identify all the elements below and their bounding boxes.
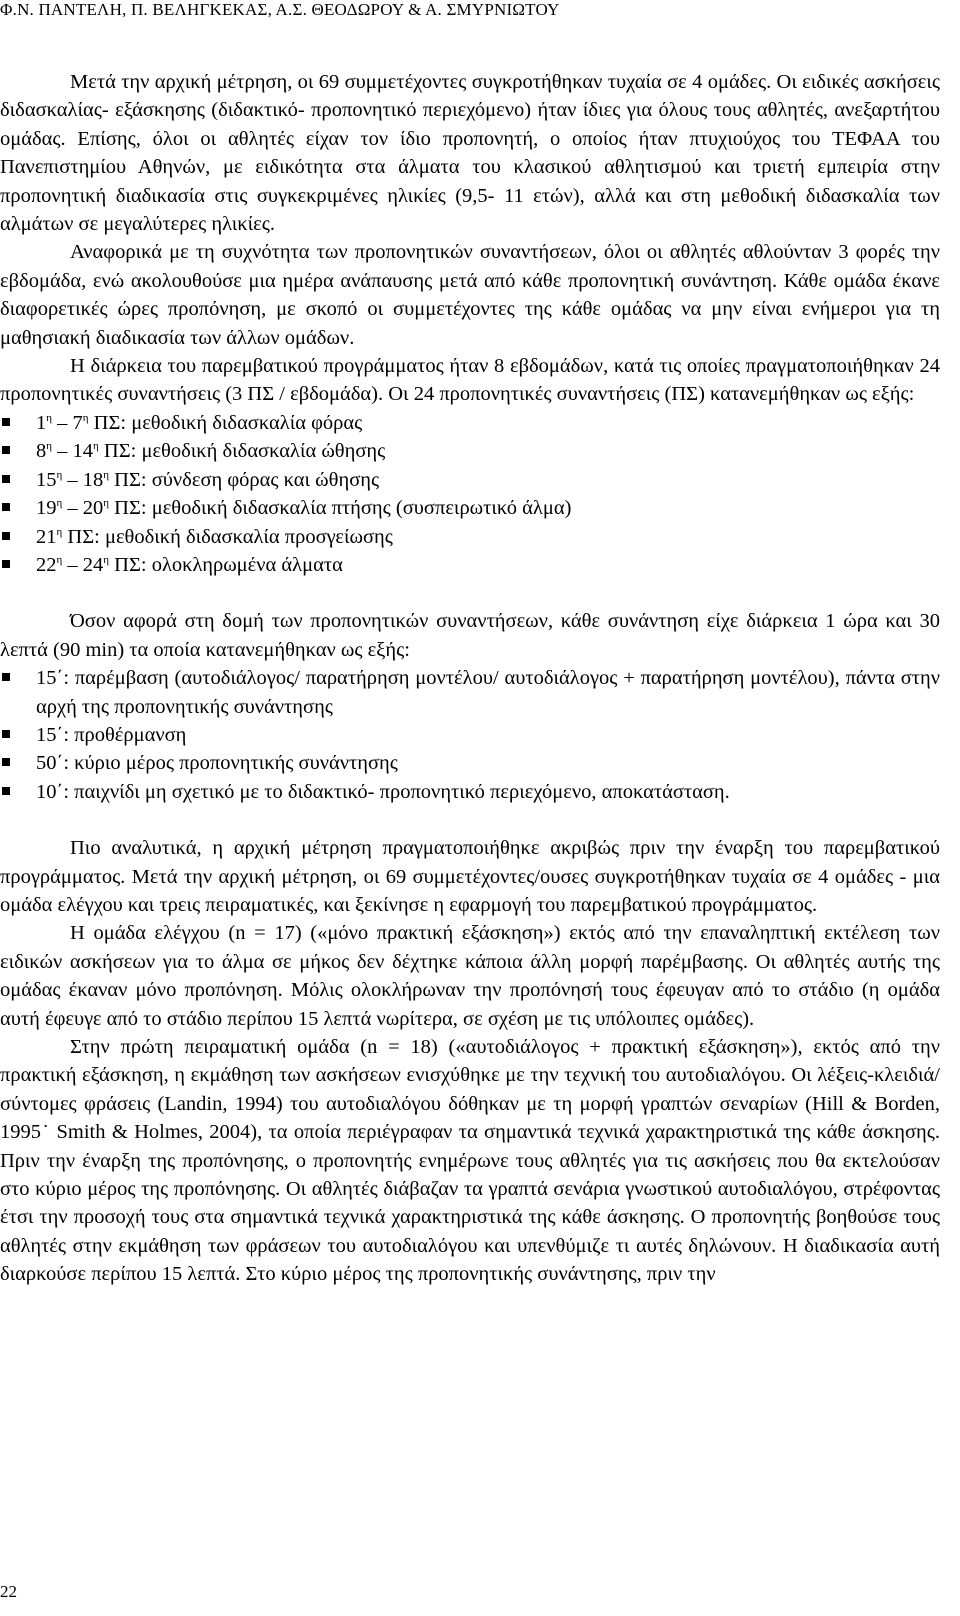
list-item: 15΄: παρέμβαση (αυτοδιάλογος/ παρατήρηση μοντέλου/ αυτοδιάλογος + παρατήρηση μοντέλου), πάντα στην αρχή της προπονητικής συνάντησης — [0, 664, 940, 721]
list-item: $19^\eta - 20^\eta$ ΠΣ: μεθοδική διδασκαλία πτήσης (συσπειρωτικό άλμα) — [0, 494, 940, 522]
square-bullet-icon — [2, 475, 10, 483]
paragraph-5: Πιο αναλυτικά, η αρχική μέτρηση πραγματοποιήθηκε ακριβώς πριν την έναρξη του παρεμβατικού προγράμματος. Μετά την αρχική μέτρηση, οι 69 συμμετέχοντες/ουσες συγκροτήθηκαν τυχαία σε 4 ομάδες - μια ομάδα ελέγχου και τρεις πειραματικές, και ξεκίνησε η εφαρμογή του παρεμβατικού προγράμματος. — [0, 837, 940, 916]
list-item: $1^\eta - 7^\eta$ ΠΣ: μεθοδική διδασκαλία φόρας — [0, 409, 940, 437]
list-item: $22^\eta - 24^\eta$ ΠΣ: ολοκληρωμένα άλματα — [0, 551, 940, 579]
square-bullet-icon — [2, 730, 10, 738]
list-item: 10΄: παιχνίδι μη σχετικό με το διδακτικό- προπονητικό περιεχόμενο, αποκατάσταση. — [0, 778, 940, 806]
running-header: Φ.Ν. ΠΑΝΤΕΛΗ, Π. ΒΕΛΗΓΚΕΚΑΣ, Α.Σ. ΘΕΟΔΩΡΟΥ & Α. ΣΜΥΡΝΙΩΤΟΥ — [0, 0, 560, 19]
square-bullet-icon — [2, 532, 10, 540]
paragraph-2: Αναφορικά με τη συχνότητα των προπονητικών συναντήσεων, όλοι οι αθλητές αθλούνταν 3 φορές την εβδομάδα, ενώ ακολουθούσε μια ημέρα ανάπαυσης μετά από κάθε προπονητική συνάντηση. Κάθε ομάδα έκανε διαφορετικές ώρες προπόνηση, με σκοπό οι συμμετέχοντες της κάθε ομάδας να μην είναι ενήμεροι για τη μαθησιακή διαδικασία των άλλων ομάδων. — [0, 241, 940, 349]
paragraph-7: Στην πρώτη πειραματική ομάδα (n = 18) («αυτοδιάλογος + πρακτική εξάσκηση»), εκτός από την πρακτική εξάσκηση, η εκμάθηση των ασκήσεων ενισχύθηκε με την τεχνική του αυτοδιαλόγου. Οι λέξεις-κλειδιά/ σύντομες φράσεις (Landin, 1994) του αυτοδιαλόγου δόθηκαν με τη μορφή γραπτών σεναρίων (Hill & Borden, 1995˙ Smith & Holmes, 2004), τα οποία περιέγραφαν τα σημαντικά τεχνικά χαρακτηριστικά της κάθε άσκησης. Πριν την έναρξη της προπόνησης, ο προπονητής ενημέρωνε τους αθλητές για τις ασκήσεις που θα εκτελούσαν στο κύριο μέρος της προπόνησης. Οι αθλητές διάβαζαν τα γραπτά σενάρια γνωστικού αυτοδιαλόγου, στρέφοντας έτσι την προσοχή τους στα σημαντικά τεχνικά χαρακτηριστικά της κάθε άσκησης. Ο προπονητής βοηθούσε τους αθλητές στην εκμάθηση των φράσεων του αυτοδιαλόγου και υπενθύμιζε τι αυτές δηλώνουν. Η διαδικασία αυτή διαρκούσε περίπου 15 λεπτά. Στο κύριο μέρος της προπονητικής συνάντησης, πριν την — [0, 1036, 940, 1286]
paragraph-6: Η ομάδα ελέγχου (n = 17) («μόνο πρακτική εξάσκηση») εκτός από την επαναληπτική εκτέλεση των ειδικών ασκήσεων για το άλμα σε μήκος δεν δέχτηκε κάποια άλλη μορφή παρέμβασης. Οι αθλητές αυτής της ομάδας έκαναν μόνο προπόνηση. Μόλις ολοκλήρωναν την προπόνησή τους έφευγαν από το στάδιο (η ομάδα αυτή έφευγε από το στάδιο περίπου 15 λεπτά νωρίτερα, σε σχέση με τις υπόλοιπες ομάδες). — [0, 922, 940, 1030]
page-number: 22 — [0, 1582, 17, 1601]
paragraph-1: Μετά την αρχική μέτρηση, οι 69 συμμετέχοντες συγκροτήθηκαν τυχαία σε 4 ομάδες. Οι ειδικές ασκήσεις διδασκαλίας- εξάσκησης (διδακτικό- προπονητικό περιεχόμενο) ήταν ίδιες για όλους τους αθλητές, ανεξαρτήτου ομάδας. Επίσης, όλοι οι αθλητές είχαν τον ίδιο προπονητή, ο οποίος ήταν πτυχιούχος του ΤΕΦΑΑ του Πανεπιστημίου Αθηνών, με ειδικότητα στα άλματα του κλασικού αθλητισμού και τριετή εμπειρία στην προπονητική διαδικασία στις συγκεκριμένες ηλικίες (9,5- 11 ετών), αλλά και στη μεθοδική διδασκαλία των αλμάτων σε μεγαλύτερες ηλικίες. — [0, 71, 940, 236]
square-bullet-icon — [2, 446, 10, 454]
time-allocation-list — [0, 664, 940, 806]
body-text — [0, 68, 940, 1289]
square-bullet-icon — [2, 673, 10, 681]
list-item: $21^\eta$ ΠΣ: μεθοδική διδασκαλία προσγείωσης — [0, 523, 940, 551]
sessions-list — [0, 409, 940, 579]
paragraph-3: Η διάρκεια του παρεμβατικού προγράμματος ήταν 8 εβδομάδων, κατά τις οποίες πραγματοποιήθηκαν 24 προπονητικές συναντήσεις (3 ΠΣ / εβδομάδα). Οι 24 προπονητικές συναντήσεις (ΠΣ) κατανεμήθηκαν ως εξής: — [0, 355, 940, 406]
spacer — [0, 806, 940, 834]
list-item: $8^\eta - 14^\eta$ ΠΣ: μεθοδική διδασκαλία ώθησης — [0, 437, 940, 465]
square-bullet-icon — [2, 503, 10, 511]
list-item: $15^\eta - 18^\eta$ ΠΣ: σύνδεση φόρας και ώθησης — [0, 466, 940, 494]
spacer — [0, 579, 940, 607]
square-bullet-icon — [2, 560, 10, 568]
list-item: 50΄: κύριο μέρος προπονητικής συνάντησης — [0, 749, 940, 777]
square-bullet-icon — [2, 787, 10, 795]
square-bullet-icon — [2, 758, 10, 766]
list-item: 15΄: προθέρμανση — [0, 721, 940, 749]
paragraph-4: Όσον αφορά στη δομή των προπονητικών συναντήσεων, κάθε συνάντηση είχε διάρκεια 1 ώρα και 30 λεπτά (90 min) τα οποία κατανεμήθηκαν ως εξής: — [0, 610, 940, 661]
square-bullet-icon — [2, 418, 10, 426]
